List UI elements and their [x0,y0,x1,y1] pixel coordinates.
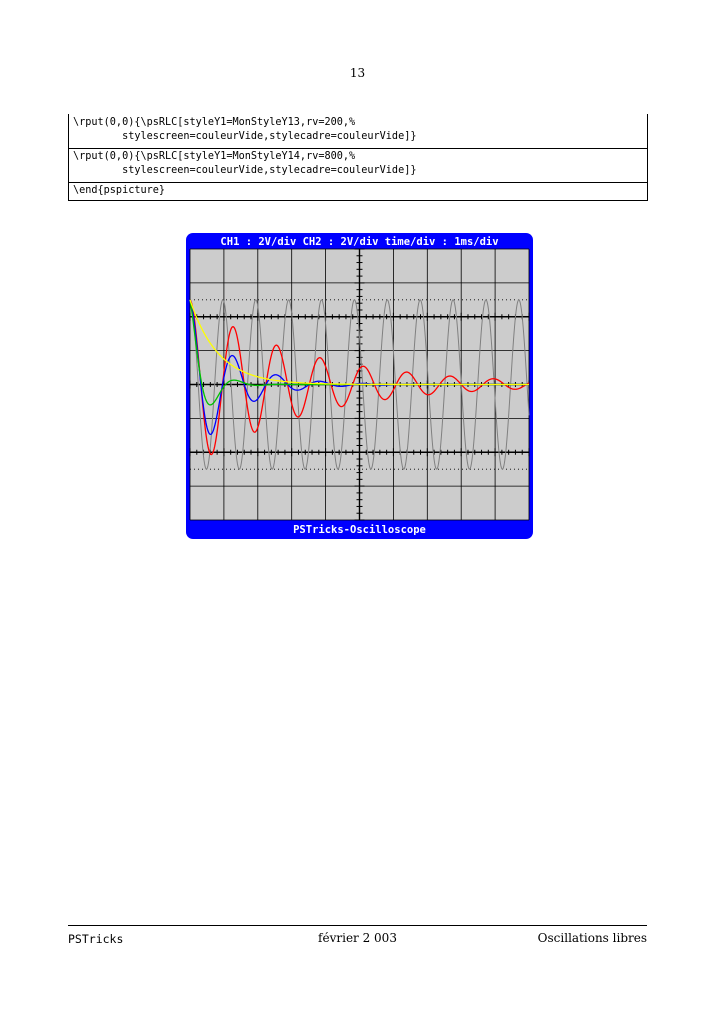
footer-left: PSTricks [68,932,124,946]
code-line: \rput(0,0){\psRLC[styleY1=MonStyleY13,rv=200,% [73,117,356,128]
oscilloscope-screen [186,233,533,539]
code-line: \end{pspicture} [73,185,166,196]
footer-date: février 2 003 [318,931,397,945]
code-separator [69,148,647,149]
footer-rule [68,925,647,926]
code-line: \rput(0,0){\psRLC[styleY1=MonStyleY14,rv=800,% [73,151,356,162]
footer-right: Oscillations libres [537,931,647,945]
code-line: stylescreen=couleurVide,stylecadre=couleurVide]} [73,131,417,142]
code-listing [68,114,648,201]
code-line: stylescreen=couleurVide,stylecadre=couleurVide]} [73,165,417,176]
code-separator [69,182,647,183]
oscilloscope [186,233,533,539]
oscilloscope-header: CH1 : 2V/div CH2 : 2V/div time/div : 1ms/div [220,236,499,248]
oscilloscope-footer: PSTricks-Oscilloscope [293,524,426,536]
page-number: 13 [349,66,366,80]
